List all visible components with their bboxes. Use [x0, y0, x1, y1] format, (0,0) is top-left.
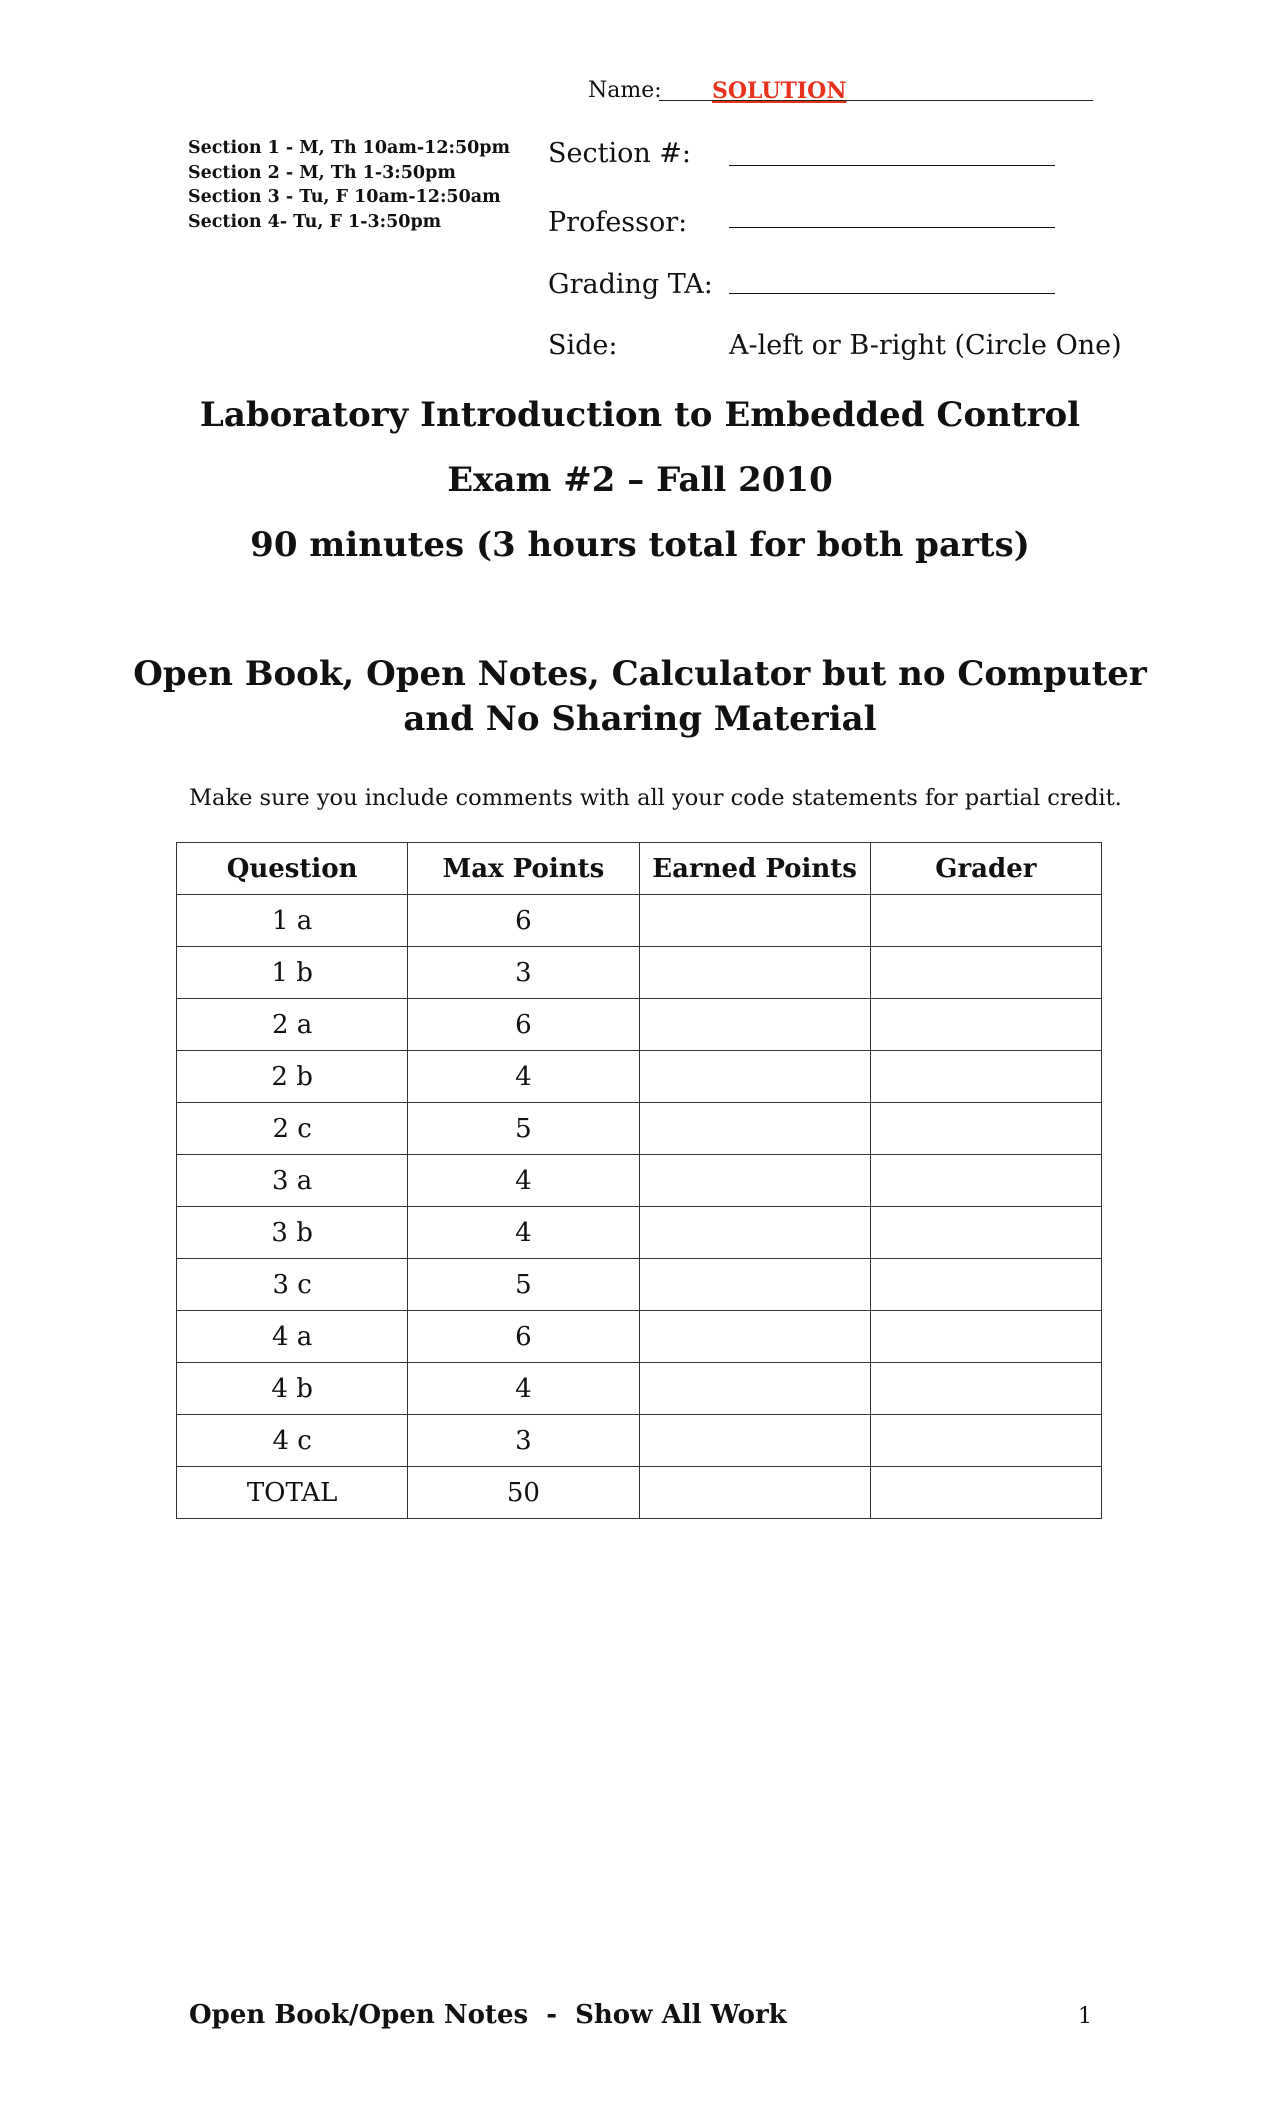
max-points-cell: 4 — [408, 1155, 639, 1207]
table-row — [177, 1051, 1102, 1103]
column-header-question: Question — [177, 843, 408, 895]
grading-ta-line — [729, 293, 1055, 294]
section-number-line — [729, 165, 1055, 166]
earned-points-cell — [639, 1103, 870, 1155]
question-cell: 4 c — [177, 1415, 408, 1467]
grader-cell — [870, 999, 1101, 1051]
name-label: Name: — [588, 78, 662, 103]
table-row — [177, 1311, 1102, 1363]
earned-points-cell — [639, 1155, 870, 1207]
section-schedule-item: Section 2 - M, Th 1-3:50pm — [188, 162, 456, 183]
table-row — [177, 1363, 1102, 1415]
earned-points-cell — [639, 1467, 870, 1519]
grader-cell — [870, 1051, 1101, 1103]
max-points-cell: 6 — [408, 895, 639, 947]
table-row — [177, 1415, 1102, 1467]
name-field — [588, 76, 1093, 106]
earned-points-cell — [639, 999, 870, 1051]
max-points-cell: 5 — [408, 1259, 639, 1311]
professor-line — [729, 227, 1055, 228]
question-cell: 3 c — [177, 1259, 408, 1311]
max-points-cell: 6 — [408, 999, 639, 1051]
table-row — [177, 1155, 1102, 1207]
exam-title: Exam #2 – Fall 2010 — [447, 460, 833, 500]
column-header-max-points: Max Points — [408, 843, 639, 895]
max-points-cell: 5 — [408, 1103, 639, 1155]
earned-points-cell — [639, 895, 870, 947]
grader-cell — [870, 947, 1101, 999]
section-schedule-item: Section 1 - M, Th 10am-12:50pm — [188, 138, 511, 158]
max-points-cell: 6 — [408, 1311, 639, 1363]
earned-points-cell — [639, 947, 870, 999]
grader-cell — [870, 895, 1101, 947]
grader-cell — [870, 1155, 1101, 1207]
professor-label: Professor: — [548, 207, 688, 238]
question-cell: 2 a — [177, 999, 408, 1051]
max-points-cell: 4 — [408, 1207, 639, 1259]
earned-points-cell — [639, 1363, 870, 1415]
section-schedule-list — [188, 136, 510, 234]
duration-title: 90 minutes (3 hours total for both parts) — [250, 525, 1030, 565]
question-cell: 4 a — [177, 1311, 408, 1363]
grader-cell — [870, 1363, 1101, 1415]
max-points-cell: 3 — [408, 1415, 639, 1467]
page-number: 1 — [1078, 2004, 1092, 2029]
section-schedule-item: Section 3 - Tu, F 10am-12:50am — [188, 187, 501, 207]
table-row — [177, 1207, 1102, 1259]
rules-line-2: and No Sharing Material — [403, 699, 877, 739]
course-title: Laboratory Introduction to Embedded Control — [199, 395, 1081, 435]
question-cell: 2 c — [177, 1103, 408, 1155]
question-cell: 3 a — [177, 1155, 408, 1207]
question-cell: 2 b — [177, 1051, 408, 1103]
earned-points-cell — [639, 1259, 870, 1311]
question-cell: 1 b — [177, 947, 408, 999]
earned-points-cell — [639, 1415, 870, 1467]
grader-cell — [870, 1415, 1101, 1467]
rules-line-1: Open Book, Open Notes, Calculator but no Computer — [133, 654, 1147, 694]
footer-note: Open Book/Open Notes - Show All Work — [189, 2000, 787, 2030]
max-points-cell: 4 — [408, 1051, 639, 1103]
grader-cell — [870, 1259, 1101, 1311]
column-header-earned-points: Earned Points — [639, 843, 870, 895]
max-points-cell: 4 — [408, 1363, 639, 1415]
earned-points-cell — [639, 1051, 870, 1103]
grader-cell — [870, 1207, 1101, 1259]
question-cell: 4 b — [177, 1363, 408, 1415]
grading-ta-label: Grading TA: — [548, 269, 713, 300]
table-header-row — [177, 843, 1102, 895]
earned-points-cell — [639, 1311, 870, 1363]
question-cell: 3 b — [177, 1207, 408, 1259]
table-row — [177, 895, 1102, 947]
question-cell: 1 a — [177, 895, 408, 947]
section-schedule-item: Section 4- Tu, F 1-3:50pm — [188, 211, 442, 232]
table-row-total — [177, 1467, 1102, 1519]
grader-cell — [870, 1467, 1101, 1519]
table-row — [177, 947, 1102, 999]
earned-points-cell — [639, 1207, 870, 1259]
table-row — [177, 999, 1102, 1051]
grader-cell — [870, 1311, 1101, 1363]
table-row — [177, 1259, 1102, 1311]
points-table — [176, 842, 1102, 1519]
question-cell: TOTAL — [177, 1467, 408, 1519]
max-points-cell: 50 — [408, 1467, 639, 1519]
name-value: SOLUTION — [712, 78, 847, 104]
max-points-cell: 3 — [408, 947, 639, 999]
table-row — [177, 1103, 1102, 1155]
side-label: Side: — [548, 330, 618, 361]
instructions: Make sure you include comments with all your code statements for partial credit. — [189, 785, 1122, 811]
grader-cell — [870, 1103, 1101, 1155]
column-header-grader: Grader — [870, 843, 1101, 895]
section-number-label: Section #: — [548, 138, 692, 169]
side-value: A-left or B-right (Circle One) — [729, 330, 1122, 361]
